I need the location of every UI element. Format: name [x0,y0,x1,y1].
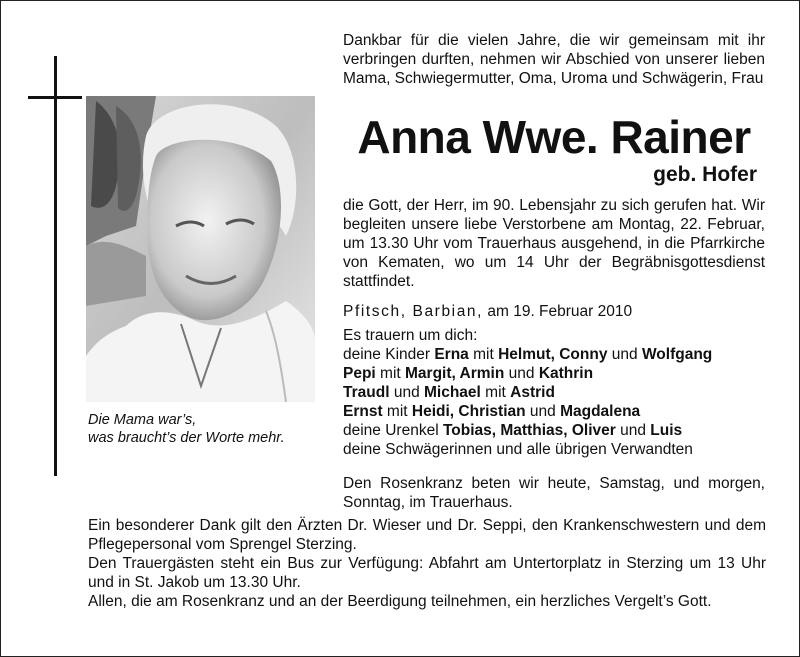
bus-paragraph: Den Trauergästen steht ein Bus zur Verfügung: Abfahrt am Untertorplatz in Sterzing um 13 Uhr und in St. Jakob um 13.30 Uhr. [88,555,766,591]
caption-line: Die Mama war’s, [88,412,197,428]
date-text: am 19. Februar 2010 [483,303,633,320]
mourner-line: Pepi mit Margit, Armin und Kathrin [343,365,594,382]
birth-name: geb. Hofer [653,163,757,186]
mourner-line: deine Schwägerinnen und alle übrigen Verwandten [343,441,693,458]
mourners-heading: Es trauern um dich: [343,327,478,344]
portrait-photo [86,96,315,402]
mourners-list [343,326,773,459]
rosary-notice: Den Rosenkranz beten wir heute, Samstag, und morgen, Sonntag, im Trauerhaus. [343,475,765,511]
caption-line: was braucht’s der Worte mehr. [88,430,285,446]
mourner-line: deine Kinder Erna mit Helmut, Conny und Wolfgang [343,346,713,363]
intro-text: Dankbar für die vielen Jahre, die wir gemeinsam mit ihr verbringen durften, nehmen wir Abschied von unserer lieben Mama, Schwiegermutter, Oma, Uroma und Schwägerin, Frau [343,32,765,87]
mourner-line: Ernst mit Heidi, Christian und Magdalena [343,403,641,420]
mourner-line: deine Urenkel Tobias, Matthias, Oliver und Luis [343,422,683,439]
mourner-line: Traudl und Michael mit Astrid [343,384,555,401]
acknowledgements [88,516,766,611]
funeral-details: die Gott, der Herr, im 90. Lebensjahr zu sich gerufen hat. Wir begleiten unsere liebe Verstorbene am Montag, 22. Februar, um 13.30 Uhr vom Trauerhaus ausgehend, in die Pfarrkirche von Kematen, wo um 14 Uhr der Begräbnisgottesdienst stattfindet. [343,197,765,290]
thanks-paragraph: Ein besonderer Dank gilt den Ärzten Dr. Wieser und Dr. Seppi, den Krankenschwestern und dem Pflegepersonal vom Sprengel Sterzing. [88,517,766,553]
photo-caption [88,411,328,447]
deceased-name: Anna Wwe. Rainer [357,111,751,163]
gratitude-paragraph: Allen, die am Rosenkranz und an der Beerdigung teilnehmen, ein herzliches Vergelt’s Gott. [88,593,712,610]
place-date [343,302,632,321]
place-names: Pfitsch, Barbian, [343,303,484,320]
